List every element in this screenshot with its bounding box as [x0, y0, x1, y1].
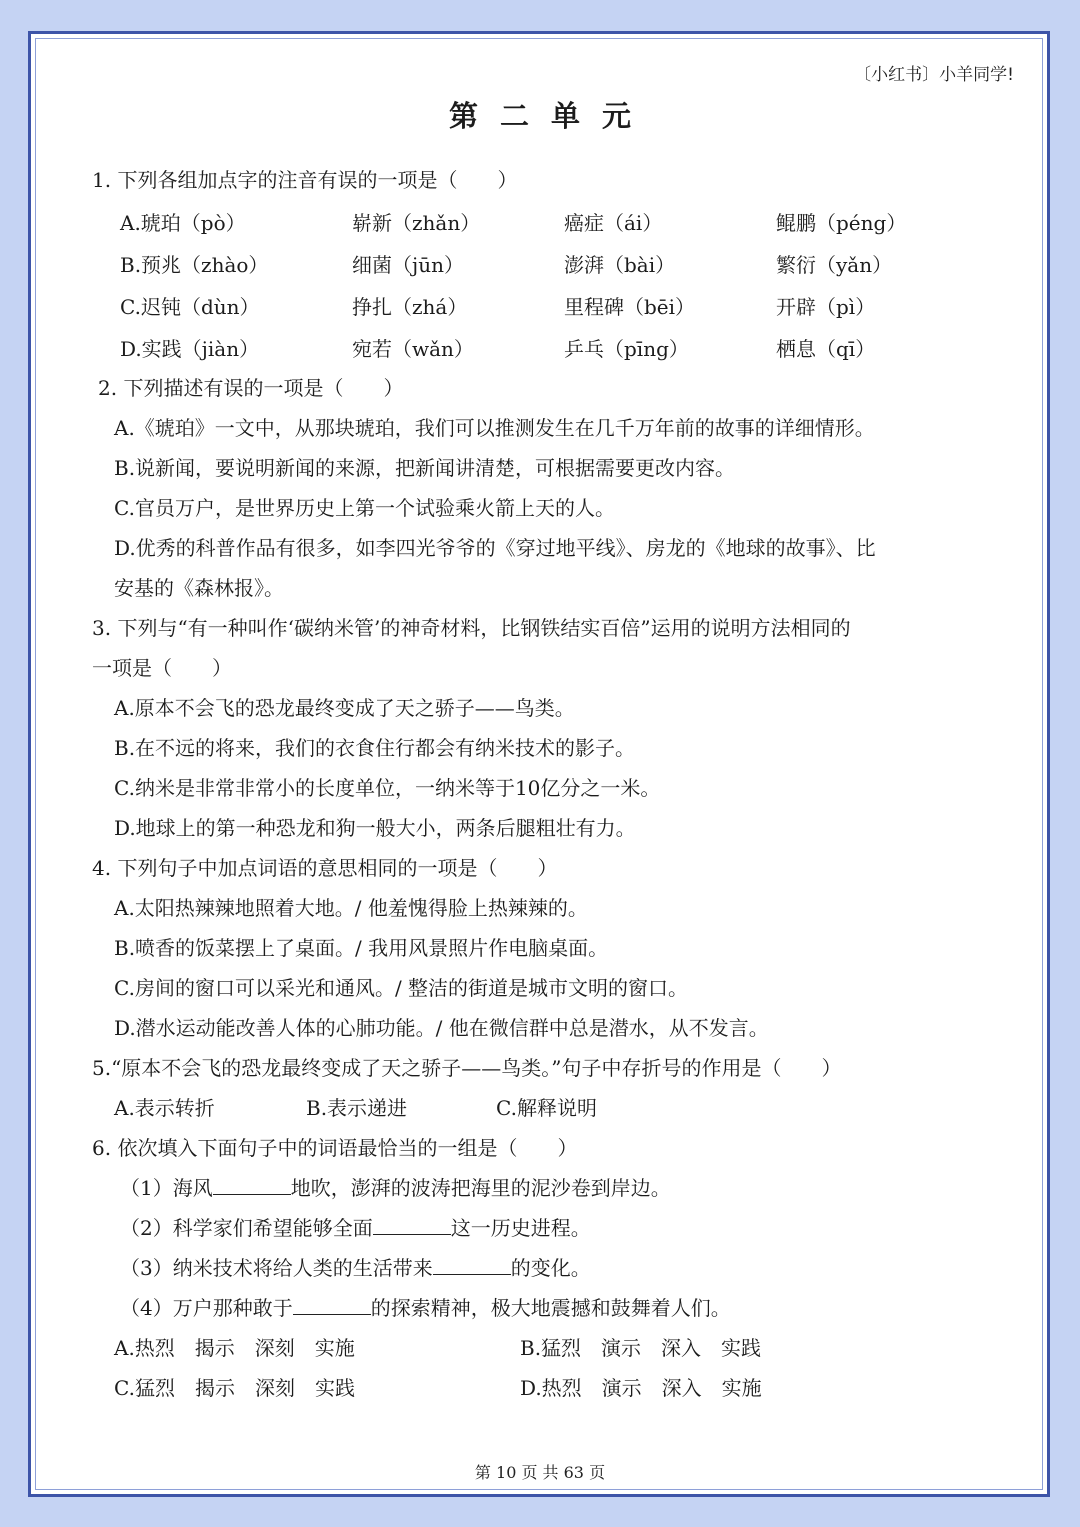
question-5-option-a: A.表示转折: [114, 1096, 215, 1120]
option-row: [120, 200, 992, 242]
question-2-option-c: C.官员万户，是世界历史上第一个试验乘火箭上天的人。: [114, 496, 615, 520]
fill-blank: [293, 1296, 371, 1315]
option-cell: A.琥珀（pò）: [120, 210, 246, 235]
option-cell: 乒乓（pīng）: [564, 336, 689, 361]
question-2-option-d: D.优秀的科普作品有很多，如李四光爷爷的《穿过地平线》、房龙的《地球的故事》、比: [114, 536, 876, 560]
question-6-sentence-4: （4）万户那种敢于 的探索精神，极大地震撼和鼓舞着人们。: [120, 1296, 731, 1320]
question-3-option-a: A.原本不会飞的恐龙最终变成了天之骄子——鸟类。: [114, 696, 575, 720]
page-number: 第 10 页 共 63 页: [474, 1463, 606, 1482]
question-4-option-c: C.房间的窗口可以采光和通风。/ 整洁的街道是城市文明的窗口。: [114, 976, 689, 1000]
question-2-option-b: B.说新闻，要说明新闻的来源，把新闻讲清楚，可根据需要更改内容。: [114, 456, 736, 480]
question-6-option-a: A.热烈 揭示 深刻 实施: [114, 1336, 355, 1360]
question-6-sentence-1: （1）海风 地吹，澎湃的波涛把海里的泥沙卷到岸边。: [120, 1176, 671, 1200]
fill-blank: [373, 1216, 451, 1235]
question-3-option-c: C.纳米是非常非常小的长度单位，一纳米等于10亿分之一米。: [114, 776, 661, 800]
option-cell: 繁衍（yǎn）: [776, 252, 893, 277]
option-cell: 开辟（pì）: [776, 294, 876, 319]
option-cell: 宛若（wǎn）: [352, 336, 474, 361]
option-cell: 细菌（jūn）: [352, 252, 464, 277]
option-cell: 崭新（zhǎn）: [352, 210, 481, 235]
option-cell: B.预兆（zhào）: [120, 252, 269, 277]
question-3-stem-cont: 一项是（ ）: [92, 656, 232, 680]
question-6-option-b: B.猛烈 演示 深入 实践: [520, 1336, 762, 1360]
option-row: [120, 242, 992, 284]
question-5-option-b: B.表示递进: [306, 1096, 408, 1120]
question-5-options: [114, 1088, 992, 1128]
page-title: 第二单元: [448, 99, 653, 133]
question-6-sentence-2: （2）科学家们希望能够全面 这一历史进程。: [120, 1216, 591, 1240]
question-6-option-c: C.猛烈 揭示 深刻 实践: [114, 1376, 355, 1400]
fill-blank: [433, 1256, 511, 1275]
question-2-option-a: A.《琥珀》一文中，从那块琥珀，我们可以推测发生在几千万年前的故事的详细情形。: [114, 416, 875, 440]
question-5-stem: 5.“原本不会飞的恐龙最终变成了天之骄子——鸟类。”句子中存折号的作用是（ ）: [92, 1056, 842, 1080]
question-5-option-c: C.解释说明: [496, 1096, 597, 1120]
question-2-option-d-cont: 安基的《森林报》。: [114, 576, 284, 600]
question-6-sentence-3: （3）纳米技术将给人类的生活带来 的变化。: [120, 1256, 591, 1280]
option-row: [120, 326, 992, 368]
question-4-stem: 4. 下列句子中加点词语的意思相同的一项是（ ）: [92, 856, 558, 880]
question-4-option-a: A.太阳热辣辣地照着大地。/ 他羞愧得脸上热辣辣的。: [114, 896, 588, 920]
question-2-stem: 2. 下列描述有误的一项是（ ）: [98, 376, 404, 400]
question-1-stem: 1. 下列各组加点字的注音有误的一项是（ ）: [92, 168, 518, 192]
option-cell: D.实践（jiàn）: [120, 336, 260, 361]
question-3-option-d: D.地球上的第一种恐龙和狗一般大小，两条后腿粗壮有力。: [114, 816, 636, 840]
source-tag: 〔小红书〕小羊同学!: [854, 65, 1014, 85]
option-row: [120, 284, 992, 326]
question-1-options: [120, 200, 992, 368]
question-4-option-b: B.喷香的饭菜摆上了桌面。/ 我用风景照片作电脑桌面。: [114, 936, 609, 960]
option-cell: 癌症（ái）: [564, 210, 663, 235]
question-6-option-d: D.热烈 演示 深入 实施: [520, 1376, 762, 1400]
option-cell: C.迟钝（dùn）: [120, 294, 260, 319]
question-6-options-row-1: [114, 1328, 992, 1368]
option-cell: 鲲鹏（péng）: [776, 210, 907, 235]
question-6-options-row-2: [114, 1368, 992, 1408]
option-cell: 澎湃（bài）: [564, 252, 676, 277]
fill-blank: [213, 1176, 291, 1195]
question-6-stem: 6. 依次填入下面句子中的词语最恰当的一组是（ ）: [92, 1136, 578, 1160]
question-3-stem: 3. 下列与“有一种叫作‘碳纳米管’的神奇材料，比钢铁结实百倍”运用的说明方法相同的: [92, 616, 851, 640]
question-3-option-b: B.在不远的将来，我们的衣食住行都会有纳米技术的影子。: [114, 736, 636, 760]
question-list: [92, 160, 992, 1408]
option-cell: 里程碑（bēi）: [564, 294, 696, 319]
option-cell: 栖息（qī）: [776, 336, 876, 361]
option-cell: 挣扎（zhá）: [352, 294, 468, 319]
question-4-option-d: D.潜水运动能改善人体的心肺功能。/ 他在微信群中总是潜水，从不发言。: [114, 1016, 769, 1040]
